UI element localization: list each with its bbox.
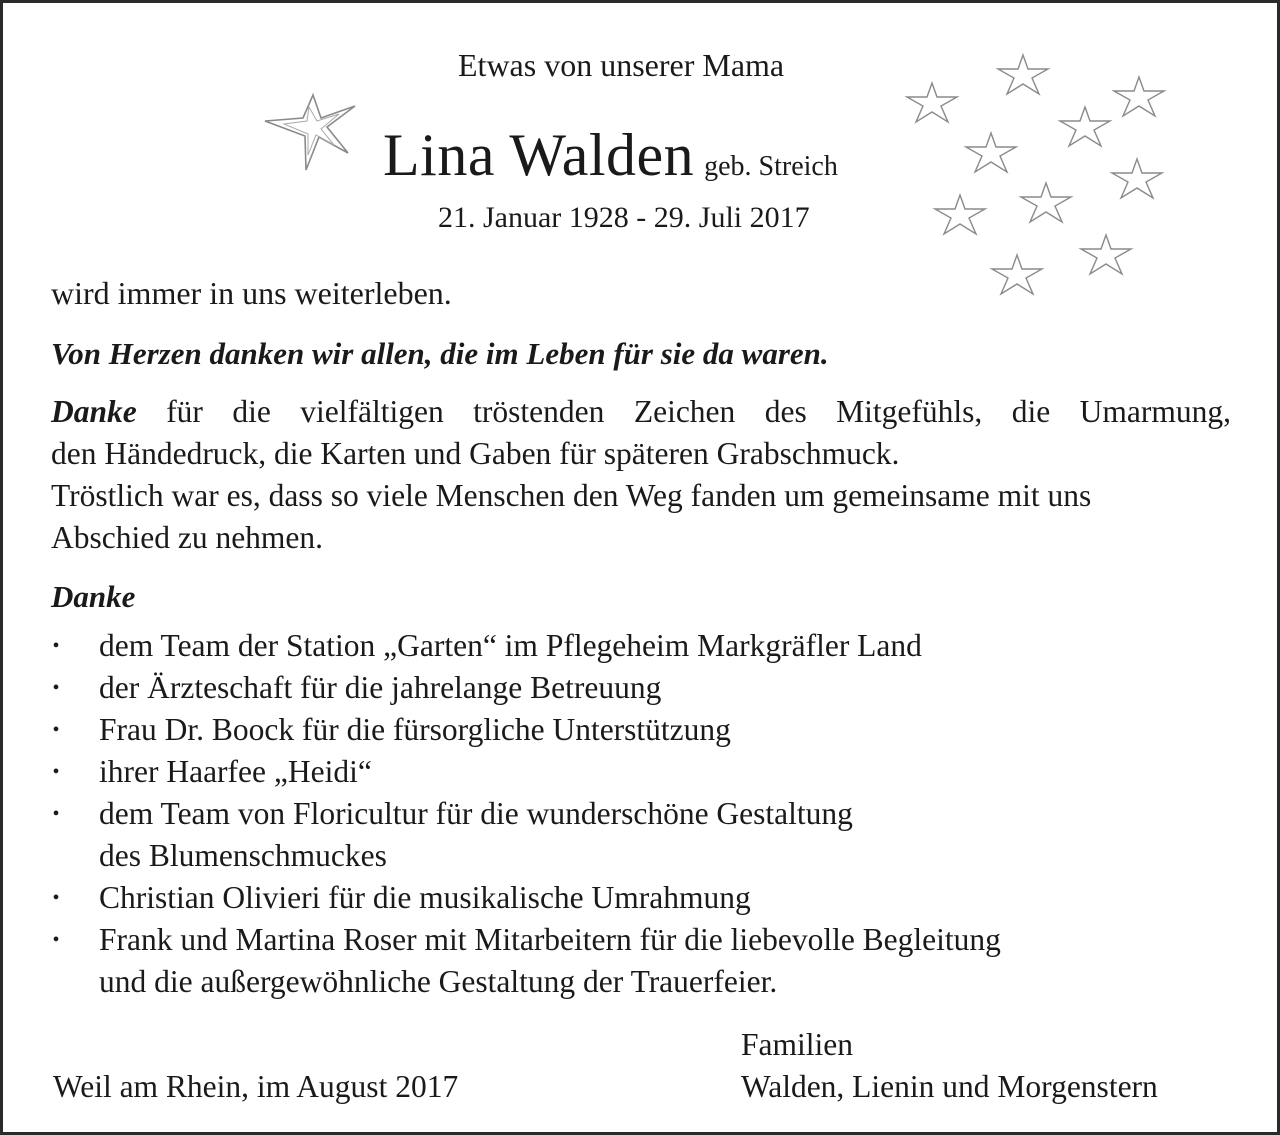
star-icon <box>992 255 1042 294</box>
star-icon <box>1112 159 1162 198</box>
thanks-all-line: Von Herzen danken wir allen, die im Leben für sie da waren. <box>51 336 829 371</box>
thanks-paragraph <box>51 391 1231 559</box>
list-item: • der Ärzteschaft für die jahrelange Betreuung <box>51 667 1231 709</box>
paragraph-line: Danke für die vielfältigen tröstenden Zeichen des Mitgefühls, die Umarmung, <box>51 394 1231 429</box>
name-line <box>383 121 838 190</box>
star-icon <box>265 95 355 170</box>
bullet-icon: • <box>52 929 60 951</box>
bullet-icon: • <box>52 677 60 699</box>
live-on-line: wird immer in uns weiterleben. <box>51 275 452 311</box>
families-names: Walden, Lienin und Morgenstern <box>741 1069 1158 1104</box>
life-dates: 21. Januar 1928 - 29. Juli 2017 <box>438 201 810 234</box>
star-icon <box>1114 77 1164 116</box>
deceased-name: Lina Walden <box>383 122 695 188</box>
list-item: • dem Team von Floricultur für die wunderschöne Gestaltung des Blumenschmuckes <box>51 793 1231 877</box>
bullet-icon: • <box>52 635 60 657</box>
list-item: • dem Team der Station „Garten“ im Pflegeheim Markgräfler Land <box>51 625 1231 667</box>
star-icon <box>1060 107 1110 146</box>
danke-heading: Danke <box>51 579 136 614</box>
bullet-icon: • <box>52 803 60 825</box>
list-item: • Christian Olivieri für die musikalische Umrahmung <box>51 877 1231 919</box>
star-icon <box>1021 183 1071 222</box>
paragraph-lead: Danke <box>51 394 137 429</box>
star-icon <box>966 133 1016 172</box>
star-icon <box>907 83 957 122</box>
intro-line: Etwas von unserer Mama <box>458 47 785 83</box>
bullet-icon: • <box>52 761 60 783</box>
list-item: • Frau Dr. Boock für die fürsorgliche Unterstützung <box>51 709 1231 751</box>
star-icon <box>998 55 1048 94</box>
list-item: • Frank und Martina Roser mit Mitarbeitern für die liebevolle Begleitung und die außergewöhnliche Gestaltung der Trauerfeier. <box>51 919 1231 1003</box>
bullet-icon: • <box>52 887 60 909</box>
star-icon <box>935 195 985 234</box>
maiden-name: geb. Streich <box>704 151 838 182</box>
list-item: • ihrer Haarfee „Heidi“ <box>51 751 1231 793</box>
bullet-icon: • <box>52 719 60 741</box>
thanks-list <box>51 625 1231 1003</box>
place-date: Weil am Rhein, im August 2017 <box>53 1069 459 1104</box>
paragraph-line: Tröstlich war es, dass so viele Menschen den Weg fanden um gemeinsame mit uns <box>51 478 1092 513</box>
paragraph-line: den Händedruck, die Karten und Gaben für späteren Grabschmuck. <box>51 436 900 471</box>
star-icon <box>1081 235 1131 274</box>
paragraph-line: Abschied zu nehmen. <box>51 520 324 555</box>
families-label: Familien <box>741 1027 853 1062</box>
